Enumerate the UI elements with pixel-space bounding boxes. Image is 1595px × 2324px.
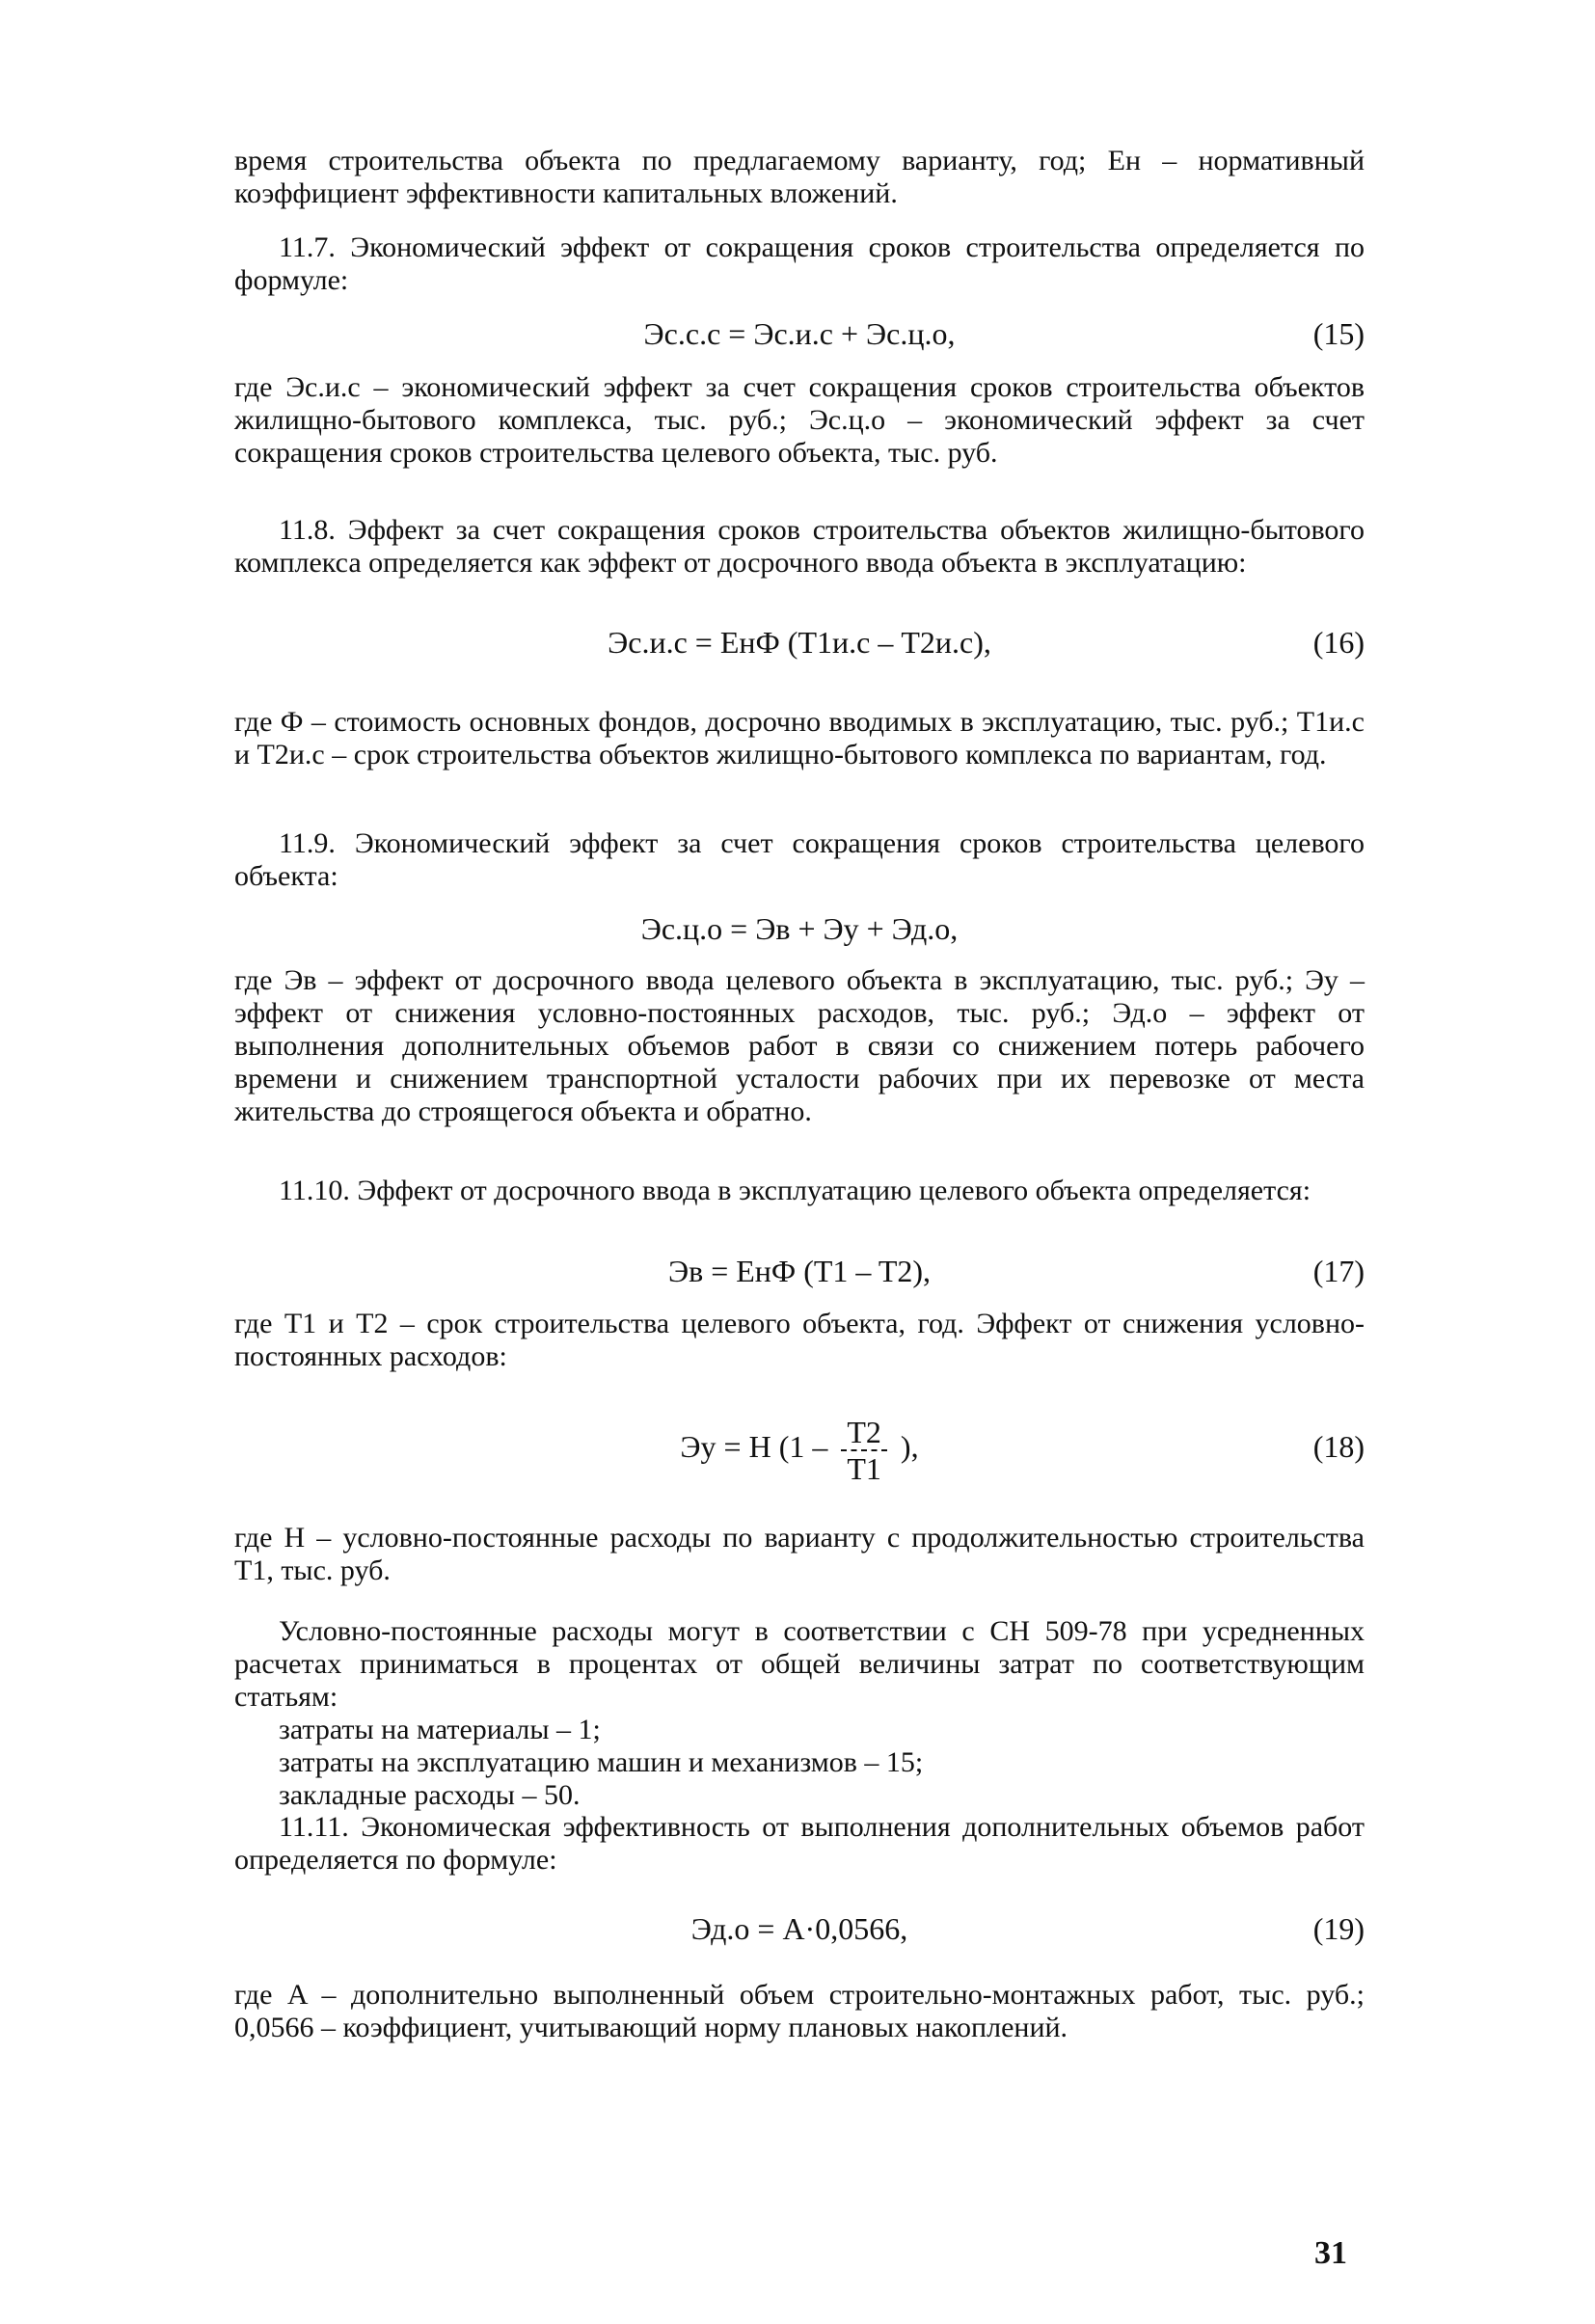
paragraph: 11.10. Эффект от досрочного ввода в эксплуатацию целевого объекта определяется:: [279, 1175, 1311, 1206]
section-overhead-costs: [234, 1615, 1365, 1812]
page-number: 31: [1314, 2235, 1347, 2271]
section-11-8: [234, 514, 1365, 580]
formula-number: (19): [1312, 1911, 1365, 1946]
formula-unnumbered: [234, 902, 1365, 956]
formula-number: (15): [1312, 316, 1365, 351]
formula-18: [234, 1398, 1365, 1495]
formula-number: (17): [1312, 1254, 1365, 1288]
formula-number: (18): [1312, 1429, 1365, 1464]
section-11-7: [234, 231, 1365, 297]
formula-expression: Эс.и.с = EнФ (T1и.с – T2и.с),: [608, 625, 991, 660]
section-11-10-note: [234, 1522, 1365, 1587]
formula-expression: Эс.ц.о = Эв + Эу + Эд.о,: [640, 911, 959, 946]
paragraph: 11.8. Эффект за счет сокращения сроков строительства объектов жилищно-бытового комплекса определяется как эффект от досрочного ввода объекта в эксплуатацию:: [234, 514, 1365, 579]
section-11-9: [234, 827, 1365, 893]
paragraph: где A – дополнительно выполненный объем строительно-монтажных работ, тыс. руб.; 0,0566 – коэффициент, учитывающий норму плановых накоплений.: [234, 1979, 1365, 2043]
paragraph: где Н – условно-постоянные расходы по варианту с продолжительностью строительства T1, тыс. руб.: [234, 1522, 1365, 1586]
section-11-11: [234, 1811, 1365, 1877]
section-11-11-explanation: [234, 1979, 1365, 2044]
paragraph: где Эс.и.с – экономический эффект за счет сокращения сроков строительства объектов жилищно-бытового комплекса, тыс. руб.; Эс.ц.о – экономический эффект за счет сокращения сроков строительства целевого объекта, тыс. руб.: [234, 371, 1365, 469]
formula-17: [234, 1244, 1365, 1298]
list-item: затраты на материалы – 1;: [279, 1714, 601, 1745]
paragraph: время строительства объекта по предлагаемому варианту, год; Eн – нормативный коэффициент эффективности капитальных вложений.: [234, 145, 1365, 209]
formula-rhs: ),: [900, 1429, 919, 1464]
formula-16: [234, 615, 1365, 669]
formula-19: [234, 1902, 1365, 1956]
section-11-10: [234, 1175, 1365, 1207]
formula-lhs: Эу = Н (1 –: [680, 1429, 828, 1464]
paragraph: где Эв – эффект от досрочного ввода целевого объекта в эксплуатацию, тыс. руб.; Эу – эффект от снижения условно-постоянных расходов, тыс. руб.; Эд.о – эффект от выполнения дополнительных объемов работ в связи со снижением потерь рабочего времени и снижением транспортной усталости рабочих при их перевозке от места жительства до строящегося объекта и обратно.: [234, 964, 1365, 1127]
section-11-7-explanation: [234, 371, 1365, 470]
formula-expression: [234, 1398, 1365, 1495]
formula-number: (16): [1312, 625, 1365, 660]
paragraph: где Ф – стоимость основных фондов, досрочно вводимых в эксплуатацию, тыс. руб.; T1и.с и T2и.с – срок строительства объектов жилищно-бытового комплекса по вариантам, год.: [234, 706, 1365, 770]
paragraph: где T1 и T2 – срок строительства целевого объекта, год. Эффект от снижения условно-постоянных расходов:: [234, 1308, 1365, 1372]
section-11-8-explanation: [234, 706, 1365, 771]
fraction: [841, 1415, 887, 1486]
paragraph: 11.9. Экономический эффект за счет сокращения сроков строительства целевого объекта:: [234, 827, 1365, 892]
formula-expression: Эв = EнФ (T1 – T2),: [667, 1254, 932, 1288]
list-item: закладные расходы – 50.: [279, 1779, 581, 1811]
paragraph: 11.7. Экономический эффект от сокращения сроков строительства определяется по формуле:: [234, 231, 1365, 296]
list-item: затраты на эксплуатацию машин и механизмов – 15;: [279, 1746, 924, 1778]
paragraph: 11.11. Экономическая эффективность от выполнения дополнительных объемов работ определяется по формуле:: [234, 1811, 1365, 1876]
fraction-numerator: T2: [841, 1415, 887, 1451]
section-11-9-explanation: [234, 964, 1365, 1128]
paragraph: Условно-постоянные расходы могут в соответствии с СН 509-78 при усредненных расчетах приниматься в процентах от общей величины затрат по соответствующим статьям:: [234, 1615, 1365, 1713]
section-continuation: [234, 145, 1365, 210]
formula-expression: Эс.с.с = Эс.и.с + Эс.ц.о,: [643, 316, 956, 351]
formula-15: [234, 307, 1365, 361]
formula-expression: Эд.о = A·0,0566,: [690, 1911, 908, 1946]
section-11-10-explanation: [234, 1308, 1365, 1373]
fraction-denominator: T1: [847, 1450, 881, 1486]
